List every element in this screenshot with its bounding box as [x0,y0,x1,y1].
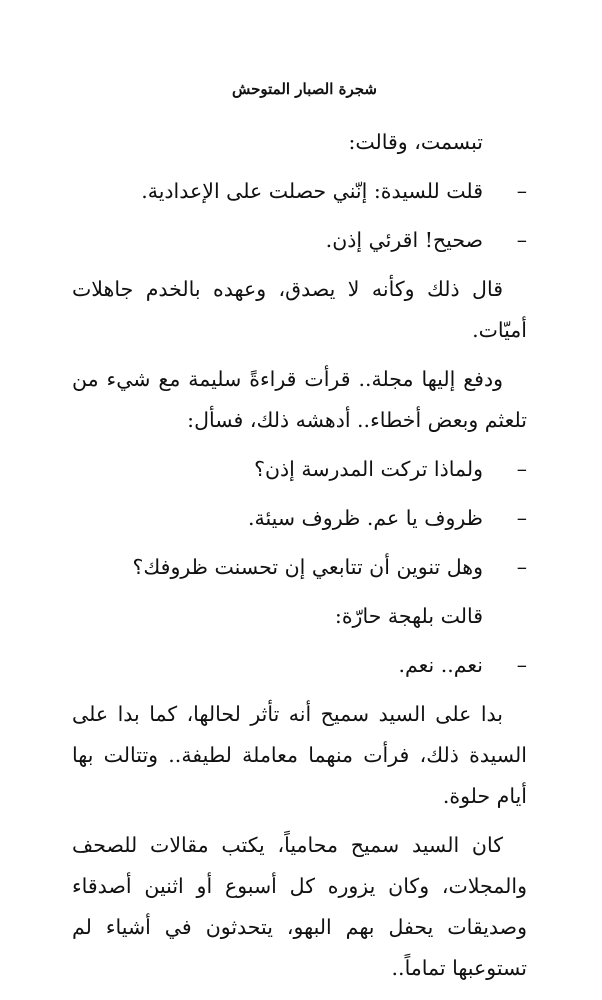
dialogue-text: قلت للسيدة: إنّني حصلت على الإعدادية. [141,179,483,203]
paragraph-disbelief: قال ذلك وكأنه لا يصدق، وعهده بالخدم جاهلات أميّات. [72,277,527,342]
dialogue-line-5 [72,547,527,588]
dialogue-text: صحيح! اقرئي إذن. [325,228,483,252]
dialogue-line-4 [72,498,527,539]
dialogue-text: نعم.. نعم. [398,653,483,677]
dialogue-line-6 [72,645,527,686]
dialogue-line-1 [72,171,527,212]
dialogue-dash: – [516,179,527,203]
paragraph-smiled: تبسمت، وقالت: [348,130,483,154]
dialogue-line-3 [72,449,527,490]
dialogue-dash: – [516,506,527,530]
dialogue-dash: – [516,457,527,481]
paragraph-lawyer: كان السيد سميح محامياً، يكتب مقالات للصحف والمجلات، وكان يزوره كل أسبوع أو اثنين أصدقاء وصديقات يحفل بهم البهو، يتحدثون في أشياء لم تستوعبها تماماً.. [72,833,527,980]
paragraph-warm-tone: قالت بلهجة حارّة: [334,604,483,628]
paragraph-sameeh-affected: بدا على السيد سميح أنه تأثر لحالها، كما بدا على السيدة ذلك، فرأت منهما معاملة لطيفة.. وتتالت بها أيام حلوة. [72,702,527,808]
dialogue-text: ولماذا تركت المدرسة إذن؟ [254,457,483,481]
dialogue-dash: – [516,228,527,252]
dialogue-line-2 [72,220,527,261]
dialogue-dash: – [516,653,527,677]
dialogue-text: وهل تنوين أن تتابعي إن تحسنت ظروفك؟ [132,555,483,579]
dialogue-dash: – [516,555,527,579]
running-header: شجرة الصبار المتوحش [232,80,377,98]
dialogue-text: ظروف يا عم. ظروف سيئة. [247,506,483,530]
paragraph-magazine: ودفع إليها مجلة.. قرأت قراءةً سليمة مع شيء من تلعثم وبعض أخطاء.. أدهشه ذلك، فسأل: [72,367,527,432]
